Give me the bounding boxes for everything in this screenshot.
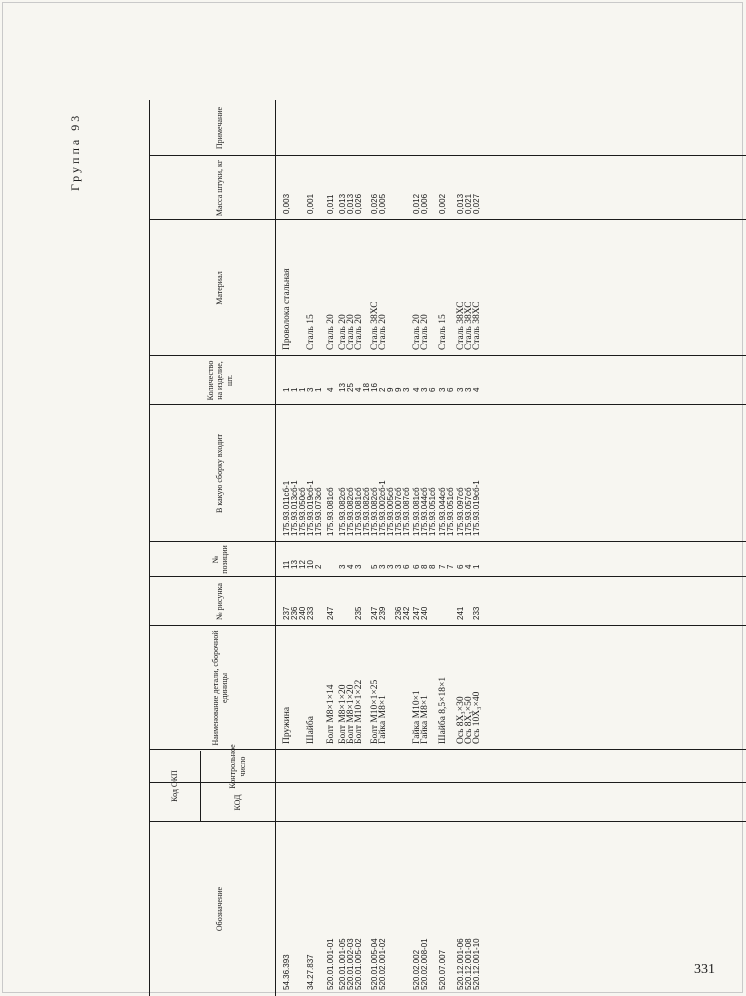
- cell-part-name: Болт М10×1×22: [354, 679, 364, 744]
- cell-quantity: 6: [446, 387, 455, 392]
- cell-quantity: 3: [306, 387, 315, 392]
- cell-quantity: 4: [354, 387, 363, 392]
- cell-assembly: 175.93.050сб: [298, 487, 307, 536]
- cell-designation: 520.12.001-10: [472, 938, 481, 990]
- cell-mass: 0,026: [354, 193, 363, 214]
- cell-designation: 520.02.002: [412, 949, 421, 990]
- cell-part-name: Гайка М8×1: [420, 695, 430, 744]
- cell-figure-no: 241: [456, 606, 465, 620]
- cell-quantity: 9: [386, 387, 395, 392]
- cell-mass: 0,006: [420, 193, 429, 214]
- cell-material: Сталь 20: [412, 314, 422, 350]
- cell-quantity: 4: [472, 387, 481, 392]
- cell-designation: 520.02.008-01: [420, 938, 429, 990]
- cell-designation: 520.01.002-03: [346, 938, 355, 990]
- cell-position-no: 7: [438, 564, 447, 569]
- header-mass: Масса штуки, кг: [215, 159, 225, 217]
- cell-figure-no: 236: [290, 606, 299, 620]
- cell-assembly: 175.93.081сб: [354, 487, 363, 536]
- cell-assembly: 175.93.082сб: [346, 487, 355, 536]
- header-okp: Код ОКП: [169, 770, 179, 802]
- cell-material: Сталь 20: [354, 314, 364, 350]
- cell-quantity: 9: [394, 387, 403, 392]
- cell-quantity: 1: [282, 387, 291, 392]
- cell-figure-no: 240: [298, 606, 307, 620]
- cell-material: Сталь 38ХС: [370, 301, 380, 350]
- cell-figure-no: 239: [378, 606, 387, 620]
- cell-assembly: 175.93.057сб: [464, 487, 473, 536]
- cell-quantity: 25: [346, 383, 355, 392]
- cell-figure-no: 247: [370, 606, 379, 620]
- cell-part-name: Гайка М10×1: [412, 690, 422, 744]
- cell-assembly: 175.93.082сб: [370, 487, 379, 536]
- cell-designation: 520.12.001-08: [464, 938, 473, 990]
- cell-assembly: 175.93.044сб: [438, 487, 447, 536]
- cell-figure-no: 233: [306, 606, 315, 620]
- cell-quantity: 4: [412, 387, 421, 392]
- cell-figure-no: 247: [412, 606, 421, 620]
- cell-mass: 0,013: [456, 193, 465, 214]
- cell-position-no: 5: [370, 564, 379, 569]
- cell-position-no: 13: [290, 560, 299, 569]
- cell-material: Проволока стальная: [282, 268, 292, 350]
- header-bottom-rule: [275, 100, 276, 996]
- group-label: Группа 93: [68, 112, 82, 191]
- cell-mass: 0,012: [412, 193, 421, 214]
- page-number: 331: [694, 962, 715, 977]
- cell-material: Сталь 38ХС: [464, 301, 474, 350]
- cell-part-name: Болт М8×1×20: [338, 684, 348, 744]
- header-check-number: Контрольное число: [228, 744, 247, 789]
- cell-position-no: 4: [464, 564, 473, 569]
- cell-quantity: 6: [428, 387, 437, 392]
- cell-part-name: Пружина: [282, 706, 292, 744]
- cell-quantity: 4: [326, 387, 335, 392]
- cell-mass: 0,002: [438, 193, 447, 214]
- cell-assembly: 175.93.044сб: [420, 487, 429, 536]
- cell-material: Сталь 20: [326, 314, 336, 350]
- header-note: Примечание: [215, 106, 225, 150]
- cell-quantity: 18: [362, 383, 371, 392]
- cell-assembly: 175.93.082сб: [362, 487, 371, 536]
- cell-figure-no: 233: [472, 606, 481, 620]
- cell-mass: 0,026: [370, 193, 379, 214]
- cell-position-no: 3: [386, 564, 395, 569]
- cell-mass: 0,013: [338, 193, 347, 214]
- cell-designation: 520.12.001-06: [456, 938, 465, 990]
- cell-figure-no: 236: [394, 606, 403, 620]
- cell-assembly: 175.93.051сб: [428, 487, 437, 536]
- header-assembly: В какую сборку входит: [215, 434, 225, 513]
- cell-figure-no: 240: [420, 606, 429, 620]
- cell-part-name: Болт М8×1×20: [346, 684, 356, 744]
- cell-designation: 520.01.005-04: [370, 938, 379, 990]
- cell-assembly: 175.93.051сб: [446, 487, 455, 536]
- cell-mass: 0,027: [472, 193, 481, 214]
- cell-part-name: Шайба 8,5×18×1: [438, 676, 448, 744]
- cell-assembly: 175.93.087сб: [402, 487, 411, 536]
- cell-material: Сталь 38ХС: [472, 301, 482, 350]
- cell-position-no: 12: [298, 560, 307, 569]
- cell-assembly: 175.93.097сб: [456, 487, 465, 536]
- cell-assembly: 175.93.081сб: [412, 487, 421, 536]
- cell-quantity: 2: [378, 387, 387, 392]
- cell-material: Сталь 20: [378, 314, 388, 350]
- cell-position-no: 3: [394, 564, 403, 569]
- header-material: Материал: [215, 271, 225, 305]
- cell-mass: 0,001: [306, 193, 315, 214]
- cell-quantity: 3: [464, 387, 473, 392]
- cell-quantity: 3: [438, 387, 447, 392]
- cell-part-name: Ось 8X₃×30: [456, 696, 466, 744]
- cell-position-no: 3: [378, 564, 387, 569]
- cell-part-name: Болт М8×1×14: [326, 684, 336, 744]
- cell-mass: 0,021: [464, 193, 473, 214]
- cell-material: Сталь 15: [306, 314, 316, 350]
- cell-figure-no: 235: [354, 606, 363, 620]
- header-part-name: Наименование детали, сборочной единицы: [210, 630, 229, 746]
- cell-assembly: 175.93.082сб: [338, 487, 347, 536]
- cell-quantity: 13: [338, 383, 347, 392]
- cell-figure-no: 247: [326, 606, 335, 620]
- cell-material: Сталь 20: [420, 314, 430, 350]
- cell-mass: 0,003: [282, 193, 291, 214]
- cell-position-no: 3: [338, 564, 347, 569]
- cell-position-no: 11: [282, 560, 291, 569]
- cell-assembly: 175.93.019сб-1: [472, 480, 481, 536]
- cell-position-no: 8: [428, 564, 437, 569]
- cell-position-no: 7: [446, 564, 455, 569]
- cell-quantity: 1: [290, 387, 299, 392]
- header-designation: Обозначение: [215, 886, 225, 932]
- cell-position-no: 6: [402, 564, 411, 569]
- cell-assembly: 175.93.073сб: [314, 487, 323, 536]
- cell-figure-no: 237: [282, 606, 291, 620]
- cell-part-name: Ось 8X₃×50: [464, 696, 474, 744]
- cell-position-no: 2: [314, 564, 323, 569]
- cell-quantity: 16: [370, 383, 379, 392]
- cell-position-no: 1: [472, 564, 481, 569]
- cell-position-no: 4: [346, 564, 355, 569]
- cell-assembly: 175.93.081сб: [326, 487, 335, 536]
- cell-material: Сталь 15: [438, 314, 448, 350]
- cell-part-name: Шайба: [306, 716, 316, 744]
- header-figure-no: № рисунка: [215, 583, 225, 620]
- cell-designation: 520.02.001-02: [378, 938, 387, 990]
- cell-material: Сталь 38ХС: [456, 301, 466, 350]
- cell-designation: 34.27.837: [306, 954, 315, 990]
- cell-assembly: 175.93.005сб: [386, 487, 395, 536]
- cell-position-no: 6: [456, 564, 465, 569]
- table-top-border: [149, 100, 150, 996]
- cell-mass: 0,013: [346, 193, 355, 214]
- cell-assembly: 175.93.002сб-1: [378, 480, 387, 536]
- cell-designation: 54.36.393: [282, 954, 291, 990]
- rotated-table: [68, 100, 746, 996]
- cell-mass: 0,005: [378, 193, 387, 214]
- cell-position-no: 3: [354, 564, 363, 569]
- cell-mass: 0,011: [326, 194, 335, 214]
- header-position-no: № позиции: [210, 545, 229, 574]
- cell-material: Сталь 20: [346, 314, 356, 350]
- cell-assembly: 175.93.007сб: [394, 487, 403, 536]
- cell-assembly: 175.93.013сб-1: [290, 480, 299, 536]
- cell-part-name: Болт М10×1×25: [370, 679, 380, 744]
- cell-designation: 520.01.001-05: [338, 938, 347, 990]
- cell-position-no: 10: [306, 560, 315, 569]
- cell-part-name: Гайка М8×1: [378, 695, 388, 744]
- cell-figure-no: 242: [402, 606, 411, 620]
- cell-designation: 520.07.007: [438, 949, 447, 990]
- header-quantity: Количество на изделие, шт.: [206, 360, 234, 401]
- cell-quantity: 3: [402, 387, 411, 392]
- cell-assembly: 175.93.011сб-1: [282, 480, 291, 536]
- cell-material: Сталь 20: [338, 314, 348, 350]
- cell-assembly: 175.93.019сб-1: [306, 480, 315, 536]
- header-kod: КОД: [232, 794, 242, 811]
- cell-quantity: 3: [420, 387, 429, 392]
- cell-part-name: Ось 10X₃×40: [472, 691, 482, 744]
- cell-quantity: 1: [314, 387, 323, 392]
- cell-position-no: 6: [412, 564, 421, 569]
- cell-quantity: 3: [456, 387, 465, 392]
- cell-designation: 520.01.001-01: [326, 938, 335, 990]
- cell-position-no: 8: [420, 564, 429, 569]
- cell-designation: 520.01.005-02: [354, 938, 363, 990]
- cell-quantity: 1: [298, 387, 307, 392]
